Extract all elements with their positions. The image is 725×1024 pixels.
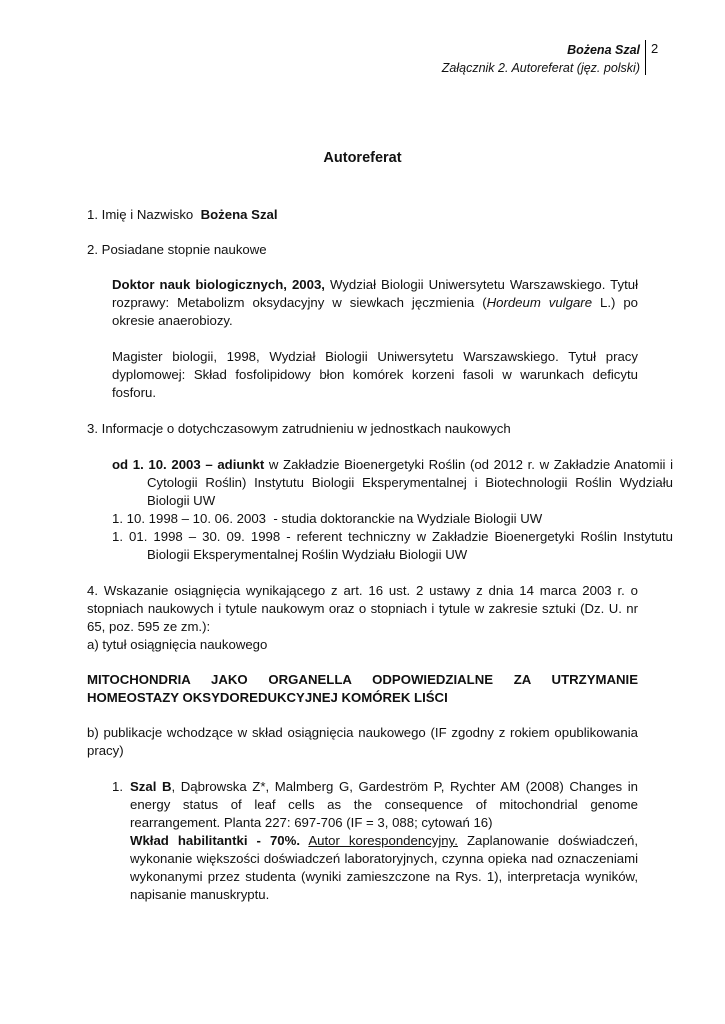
section-2-heading: 2. Posiadane stopnie naukowe xyxy=(87,242,267,257)
employment-2: 1. 10. 1998 – 10. 06. 2003 - studia doktoranckie na Wydziale Biologii UW xyxy=(112,511,543,526)
section-1-label: 1. Imię i Nazwisko xyxy=(87,207,194,222)
publication-1-citation xyxy=(130,778,638,832)
publication-1-author: Szal B xyxy=(130,779,172,794)
page-number: 2 xyxy=(651,41,659,56)
publication-1-details: , Dąbrowska Z*, Malmberg G, Gardeström P, Rychter AM (2008) Changes in energy status of leaf cells as the consequence of mitochondrial genome rearrangement. Planta 227: 697-706 (IF = 3, 088; cytowań 16) xyxy=(130,779,638,830)
msc-degree: Magister biologii, 1998, Wydział Biologii Uniwersytetu Warszawskiego. Tytuł pracy dyplomowej: Skład fosfolipidowy błon komórek korzeni fasoli w warunkach deficytu fosforu. xyxy=(112,349,638,400)
employment-1-bold: od 1. 10. 2003 – adiunkt xyxy=(112,457,265,472)
phd-text2: L.) po okresie anaerobiozy. xyxy=(112,295,639,328)
employment-3: 1. 01. 1998 – 30. 09. 1998 - referent techniczny w Zakładzie Bioenergetyki Roślin Instytutu Biologii Eksperymentalnej Roślin Wydziału Biologii UW xyxy=(112,529,673,562)
document-title: Autoreferat xyxy=(323,150,402,166)
header-divider xyxy=(645,40,646,75)
publication-1-number: 1. xyxy=(112,779,123,794)
section-1 xyxy=(87,206,278,224)
contribution-bold: Wkład habilitantki - 70%. xyxy=(130,833,301,848)
section-3-heading: 3. Informacje o dotychczasowym zatrudnieniu w jednostkach naukowych xyxy=(87,421,511,436)
page-header xyxy=(442,41,640,77)
section-4b-label: b) publikacje wchodzące w skład osiągnięcia naukowego (IF zgodny z rokiem opublikowania pracy) xyxy=(87,725,638,758)
header-author: Bożena Szal xyxy=(567,43,640,57)
section-4-text: 4. Wskazanie osiągnięcia wynikającego z art. 16 ust. 2 ustawy z dnia 14 marca 2003 r. o stopniach naukowych i tytule naukowym oraz o stopniach i tytule w zakresie sztuki (Dz. U. nr 65, poz. 595 ze zm.): xyxy=(87,583,638,634)
section-4a-label: a) tytuł osiągnięcia naukowego xyxy=(87,637,268,652)
phd-text1: Wydział Biologii Uniwersytetu Warszawskiego. Tytuł rozprawy: Metabolizm oksydacyjny w siewkach jęczmienia ( xyxy=(112,277,638,310)
achievement-title: MITOCHONDRIA JAKO ORGANELLA ODPOWIEDZIALNE ZA UTRZYMANIE HOMEOSTAZY OKSYDOREDUKCYJNEJ KOMÓREK LIŚCI xyxy=(87,672,638,705)
phd-italic: Hordeum vulgare xyxy=(486,295,593,310)
section-1-name: Bożena Szal xyxy=(200,207,278,222)
employment-1-text: w Zakładzie Bioenergetyki Roślin (od 2012 r. w Zakładzie Anatomii i Cytologii Roślin) Instytutu Biologii Eksperymentalnej i Biotechnologii Roślin Wydziału Biologii UW xyxy=(147,457,673,508)
publication-1-contribution xyxy=(130,832,638,904)
phd-degree xyxy=(112,276,638,330)
phd-bold: Doktor nauk biologicznych, 2003, xyxy=(112,277,325,292)
header-subtitle: Załącznik 2. Autoreferat (jęz. polski) xyxy=(441,61,640,75)
corresponding-author: Autor korespondencyjny. xyxy=(308,833,458,848)
employment-1 xyxy=(112,456,673,510)
contribution-text: Zaplanowanie doświadczeń, wykonanie większości doświadczeń laboratoryjnych, czynna opieka nad oznaczeniami wykonanymi przez studenta (wyniki zamieszczone na Rys. 1), interpretacja wyników, napisanie manuskryptu. xyxy=(130,833,639,902)
